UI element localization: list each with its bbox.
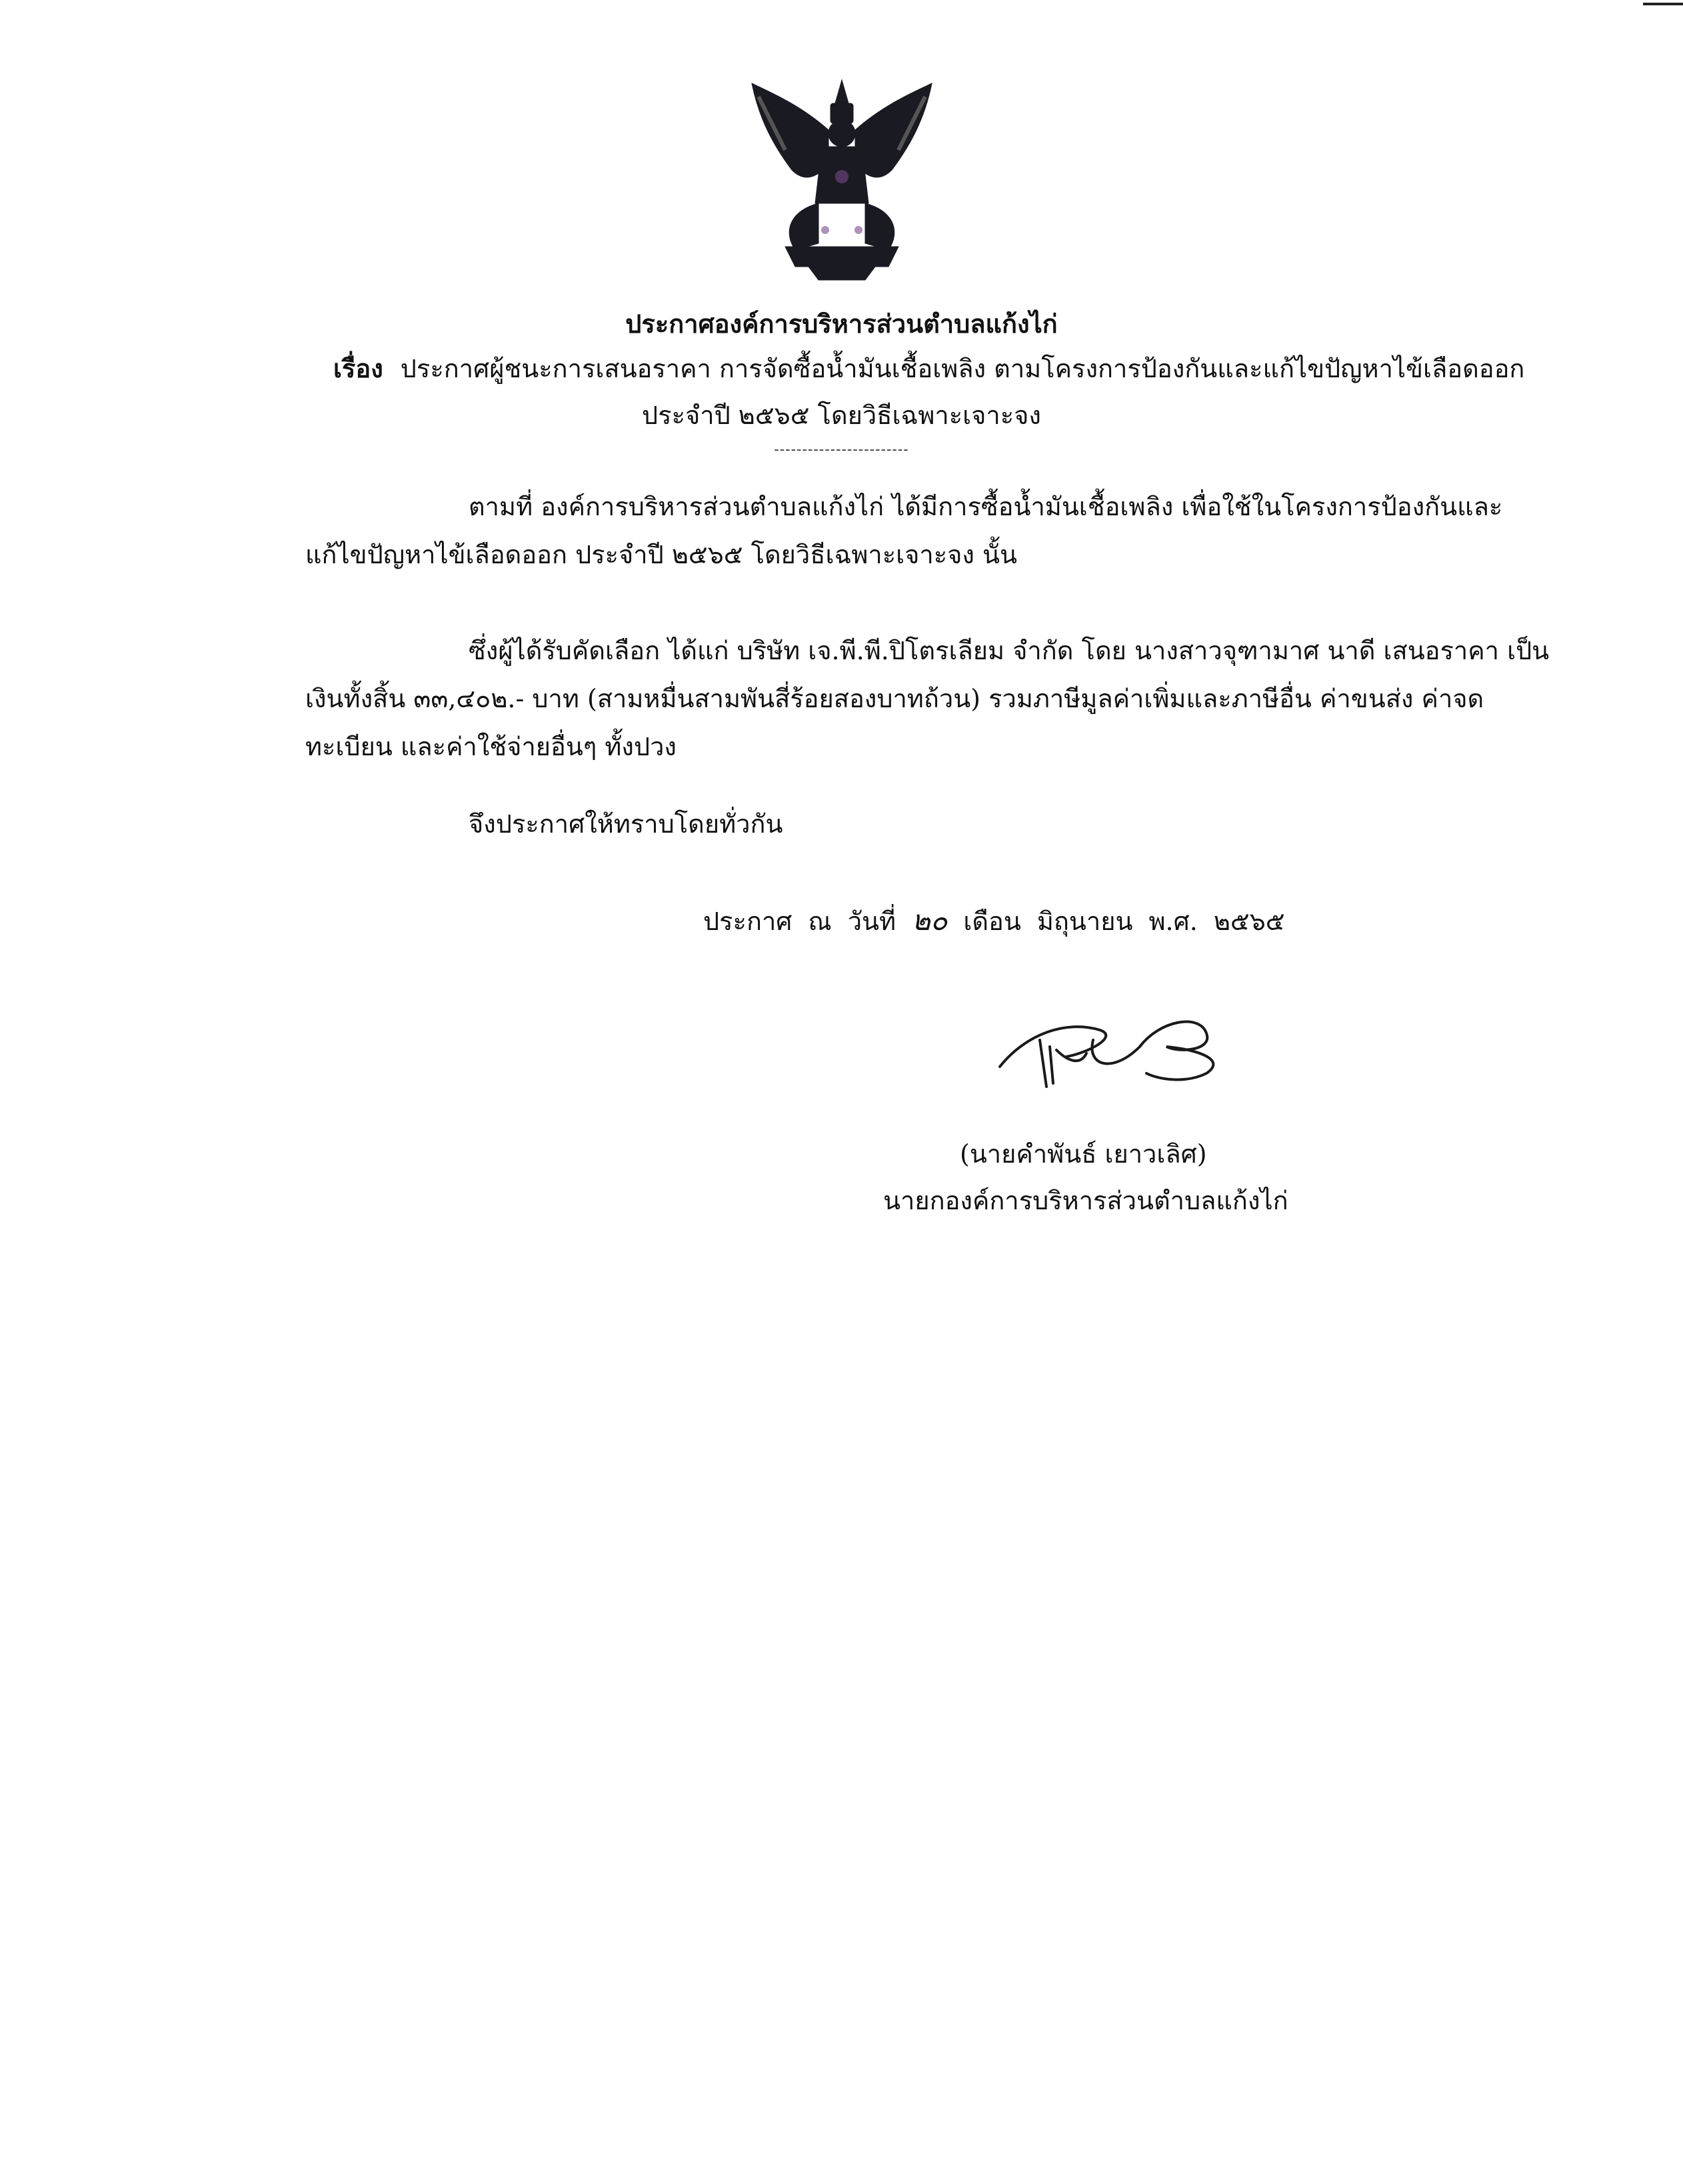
date-day: ๒๐	[912, 904, 948, 937]
paragraph-1-text: ตามที่ องค์การบริหารส่วนตำบลแก้งไก่ ได้มีการซื้อน้ำมันเชื้อเพลิง เพื่อใช้ในโครงการป้องกันและแก้ไขปัญหาไข้เลือดออก ประจำปี ๒๕๖๕ โดยวิธีเฉพาะเจาะจง นั้น	[305, 492, 1503, 569]
garuda-emblem	[745, 77, 938, 283]
paragraph-2-text: ซึ่งผู้ได้รับคัดเลือก ได้แก่ บริษัท เจ.พี.พี.ปิโตรเลียม จำกัด โดย นางสาวจุฑามาศ นาดี เสนอราคา เป็นเงินทั้งสิ้น ๓๓,๔๐๒.- บาท (สามหมื่นสามพันสี่ร้อยสองบาทถ้วน) รวมภาษีมูลค่าเพิ่มและภาษีอื่น ค่าขนส่ง ค่าจดทะเบียน และค่าใช้จ่ายอื่นๆ ทั้งปวง	[305, 636, 1550, 761]
date-year-label: พ.ศ.	[1148, 907, 1198, 936]
paragraph-1	[305, 483, 1564, 579]
subject-line-2: ประจำปี ๒๕๖๕ โดยวิธีเฉพาะเจาะจง	[642, 401, 1041, 430]
announcement-date	[703, 899, 1301, 943]
announcement-title: ประกาศองค์การบริหารส่วนตำบลแก้งไก่	[625, 309, 1058, 339]
paragraph-2	[305, 627, 1564, 771]
paragraph-3	[305, 800, 1564, 848]
signer-name: (นายคำพันธ์ เยาวเลิศ)	[960, 1139, 1207, 1169]
date-at: ณ	[808, 907, 832, 936]
paragraph-3-text: จึงประกาศให้ทราบโดยทั่วกัน	[469, 809, 783, 839]
scan-edge-mark	[1643, 3, 1683, 5]
date-year: ๒๕๖๕	[1213, 907, 1285, 936]
subject-row	[333, 348, 1524, 389]
date-day-label: วันที่	[847, 907, 896, 936]
subject-label: เรื่อง	[333, 353, 383, 383]
subject-line-1: ประกาศผู้ชนะการเสนอราคา การจัดซื้อน้ำมันเชื้อเพลิง ตามโครงการป้องกันและแก้ไขปัญหาไข้เลือดออก	[400, 354, 1525, 383]
date-month: มิถุนายน	[1036, 907, 1133, 936]
date-prefix: ประกาศ	[703, 907, 793, 936]
divider: ------------------------	[774, 441, 909, 458]
signer-title: นายกองค์การบริหารส่วนตำบลแก้งไก่	[883, 1186, 1288, 1215]
date-month-label: เดือน	[963, 907, 1021, 936]
handwritten-signature	[986, 993, 1240, 1093]
